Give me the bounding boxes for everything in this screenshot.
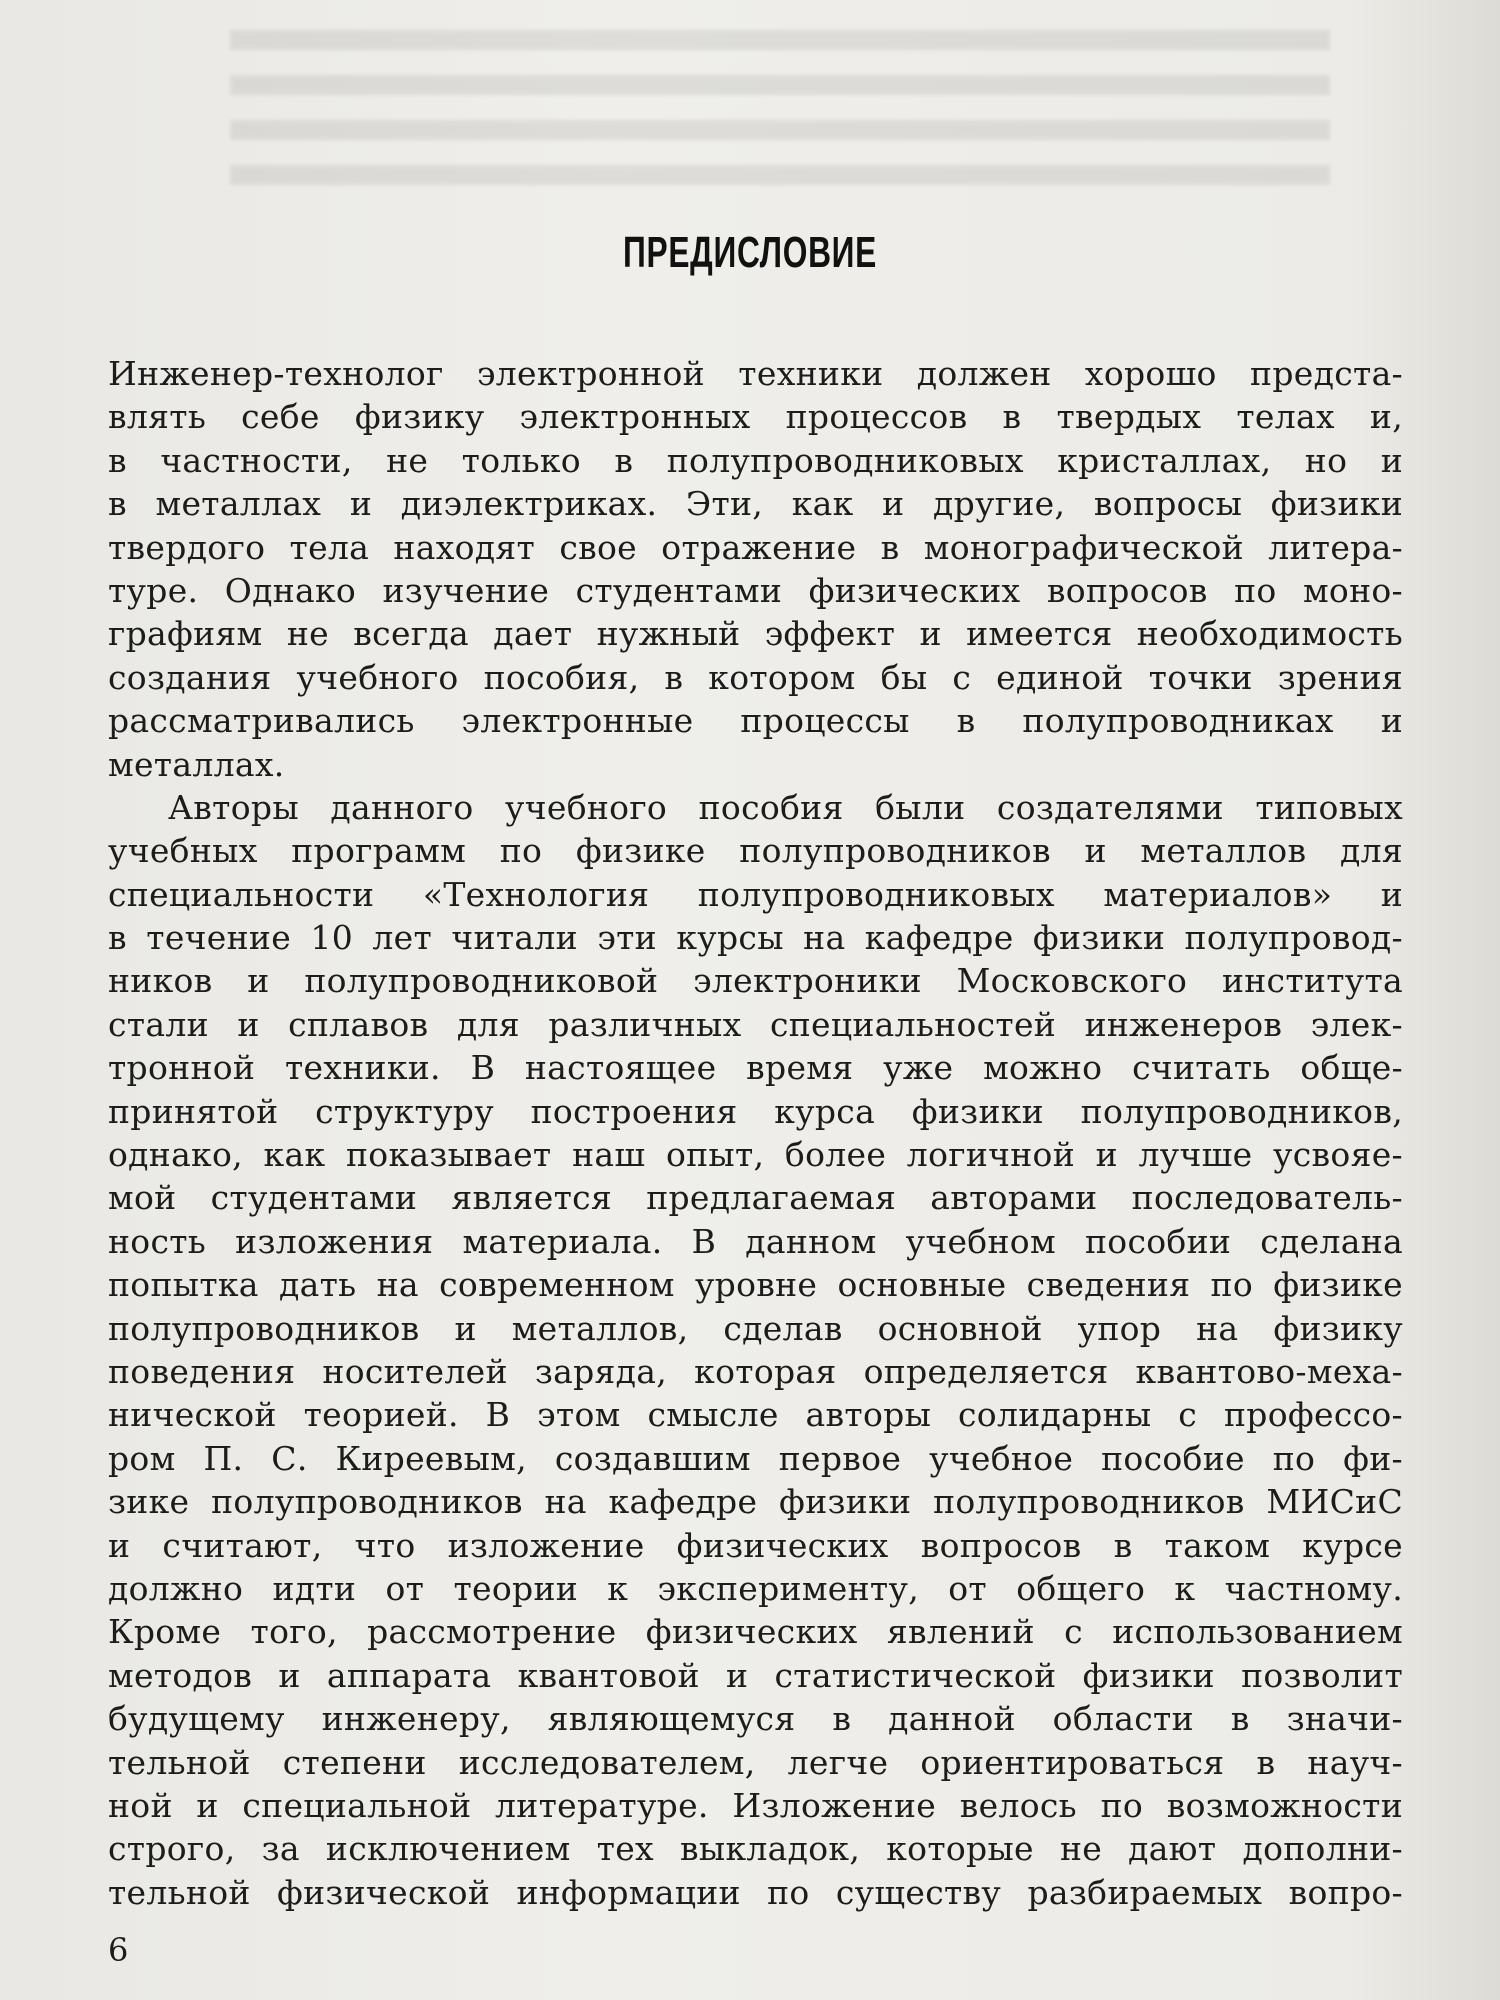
text-line: твердого тела находят свое отражение в монографической литера- — [108, 527, 1403, 567]
text-line: ность изложения материала. В данном учебном пособии сделана — [108, 1221, 1403, 1261]
text-line: поведения носителей заряда, которая определяется квантово-меха- — [108, 1351, 1403, 1391]
text-line: попытка дать на современном уровне основные сведения по физике — [108, 1265, 1403, 1305]
text-line: графиям не всегда дает нужный эффект и имеется необходимость — [108, 614, 1403, 654]
text-line: мой студентами является предлагаемая авторами последователь- — [108, 1178, 1403, 1218]
text-line: нической теорией. В этом смысле авторы солидарны с профессо- — [108, 1395, 1403, 1435]
text-line: создания учебного пособия, в котором бы с единой точки зрения — [108, 657, 1403, 697]
text-line: стали и сплавов для различных специальностей инженеров элек- — [108, 1004, 1403, 1044]
text-line: в частности, не только в полупроводниковых кристаллах, но и — [108, 440, 1403, 480]
text-line: полупроводников и металлов, сделав основной упор на физику — [108, 1308, 1403, 1348]
page-number: 6 — [108, 1931, 129, 1969]
text-line: Кроме того, рассмотрение физических явлений с использованием — [108, 1612, 1403, 1652]
text-line: строго, за исключением тех выкладок, которые не дают дополни- — [108, 1829, 1403, 1869]
text-line: рассматривались электронные процессы в полупроводниках и — [108, 701, 1403, 741]
text-line: тельной физической информации по существу разбираемых вопро- — [108, 1872, 1403, 1912]
text-line: ром П. С. Киреевым, создавшим первое учебное пособие по фи- — [108, 1438, 1403, 1478]
text-line: однако, как показывает наш опыт, более логичной и лучше усвояе- — [108, 1135, 1403, 1175]
text-line: принятой структуру построения курса физики полупроводников, — [108, 1091, 1403, 1131]
text-line: и считают, что изложение физических вопросов в таком курсе — [108, 1525, 1403, 1565]
text-line: влять себе физику электронных процессов в твердых телах и, — [108, 397, 1403, 437]
text-line: тронной техники. В настоящее время уже можно считать обще- — [108, 1048, 1403, 1088]
text-line: металлах. — [108, 744, 285, 784]
text-line: тельной степени исследователем, легче ориентироваться в науч- — [108, 1742, 1403, 1782]
text-line: специальности «Технология полупроводниковых материалов» и — [108, 874, 1403, 914]
show-through-text — [230, 30, 1330, 210]
body-text — [108, 352, 1403, 1914]
text-line: в металлах и диэлектриках. Эти, как и другие, вопросы физики — [108, 484, 1403, 524]
text-line: в течение 10 лет читали эти курсы на кафедре физики полупровод- — [108, 918, 1403, 958]
text-line: методов и аппарата квантовой и статистической физики позволит — [108, 1655, 1403, 1695]
text-line: должно идти от теории к эксперименту, от общего к частному. — [108, 1568, 1403, 1608]
text-line: зике полупроводников на кафедре физики полупроводников МИСиС — [108, 1482, 1403, 1522]
text-line: учебных программ по физике полупроводников и металлов для — [108, 831, 1403, 871]
page-title: ПРЕДИСЛОВИЕ — [622, 228, 878, 277]
text-line: Инженер-технолог электронной техники должен хорошо предста- — [108, 354, 1403, 393]
text-line: ников и полупроводниковой электроники Московского института — [108, 961, 1403, 1001]
text-line: будущему инженеру, являющемуся в данной области в значи- — [108, 1699, 1403, 1739]
text-line: туре. Однако изучение студентами физических вопросов по моно- — [108, 570, 1403, 610]
text-line: Авторы данного учебного пособия были создателями типовых — [168, 787, 1403, 827]
text-line: ной и специальной литературе. Изложение велось по возможности — [108, 1785, 1403, 1825]
